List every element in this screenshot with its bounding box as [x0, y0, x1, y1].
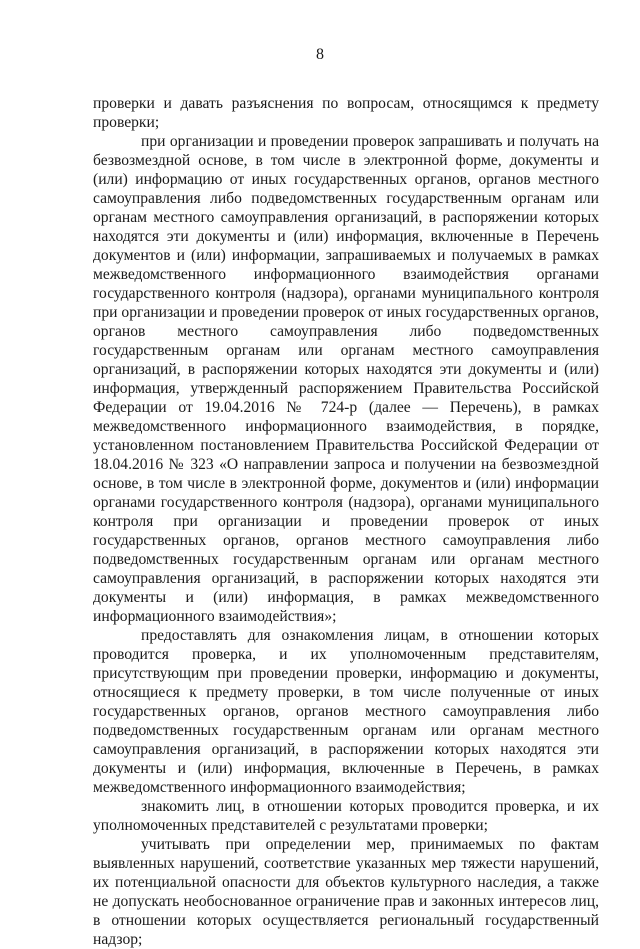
page-number: 8 — [316, 46, 324, 63]
document-body — [93, 94, 599, 949]
paragraph-request-documents: при организации и проведении проверок запрашивать и получать на безвозмездной основе, в том числе в электронной форме, документы и (или) информацию от иных государственных органов, органов местного самоуправления либо подведомственных государственным органам или органам местного самоуправления организаций, в распоряжении которых находятся эти документы и (или) информация, включенные в Перечень документов и (или) информации, запрашиваемых и получаемых в рамках межведомственного информационного взаимодействия органами государственного контроля (надзора), органами муниципального контроля при организации и проведении проверок от иных государственных органов, органов местного самоуправления либо подведомственных государственным органам или органам местного самоуправления организаций, в распоряжении которых находятся эти документы и (или) информация, утвержденный распоряжением Правительства Российской Федерации от 19.04.2016 № 724-р (далее — Перечень), в рамках межведомственного информационного взаимодействия, в порядке, установленном постановлением Правительства Российской Федерации от 18.04.2016 № 323 «О направлении запроса и получении на безвозмездной основе, в том числе в электронной форме, документов и (или) информации органами государственного контроля (надзора), органами муниципального контроля при организации и проведении проверок от иных государственных органов, органов местного самоуправления либо подведомственных государственным органам или органам местного самоуправления организаций, в распоряжении которых находятся эти документы и (или) информация, в рамках межведомственного информационного взаимодействия»; — [93, 133, 599, 625]
paragraph-proportional-measures: учитывать при определении мер, принимаемых по фактам выявленных нарушений, соответствие указанных мер тяжести нарушений, их потенциальной опасности для объектов культурного наследия, а также не допускать необоснованное ограничение прав и законных интересов лиц, в отношении которых осуществляется региональный государственный надзор; — [93, 836, 599, 948]
paragraph-inform-results: знакомить лиц, в отношении которых проводится проверка, и их уполномоченных представителей с результатами проверки; — [93, 798, 599, 834]
paragraph-continuation: проверки и давать разъяснения по вопросам, относящимся к предмету проверки; — [93, 95, 599, 131]
paragraph-provide-for-review: предоставлять для ознакомления лицам, в отношении которых проводится проверка, и их уполномоченным представителям, присутствующим при проведении проверки, информацию и документы, относящиеся к предмету проверки, в том числе полученные от иных государственных органов, органов местного самоуправления либо подведомственных государственным органам или органам местного самоуправления организаций, в распоряжении которых находятся эти документы и (или) информация, включенные в Перечень, в рамках межведомственного информационного взаимодействия; — [93, 627, 599, 796]
